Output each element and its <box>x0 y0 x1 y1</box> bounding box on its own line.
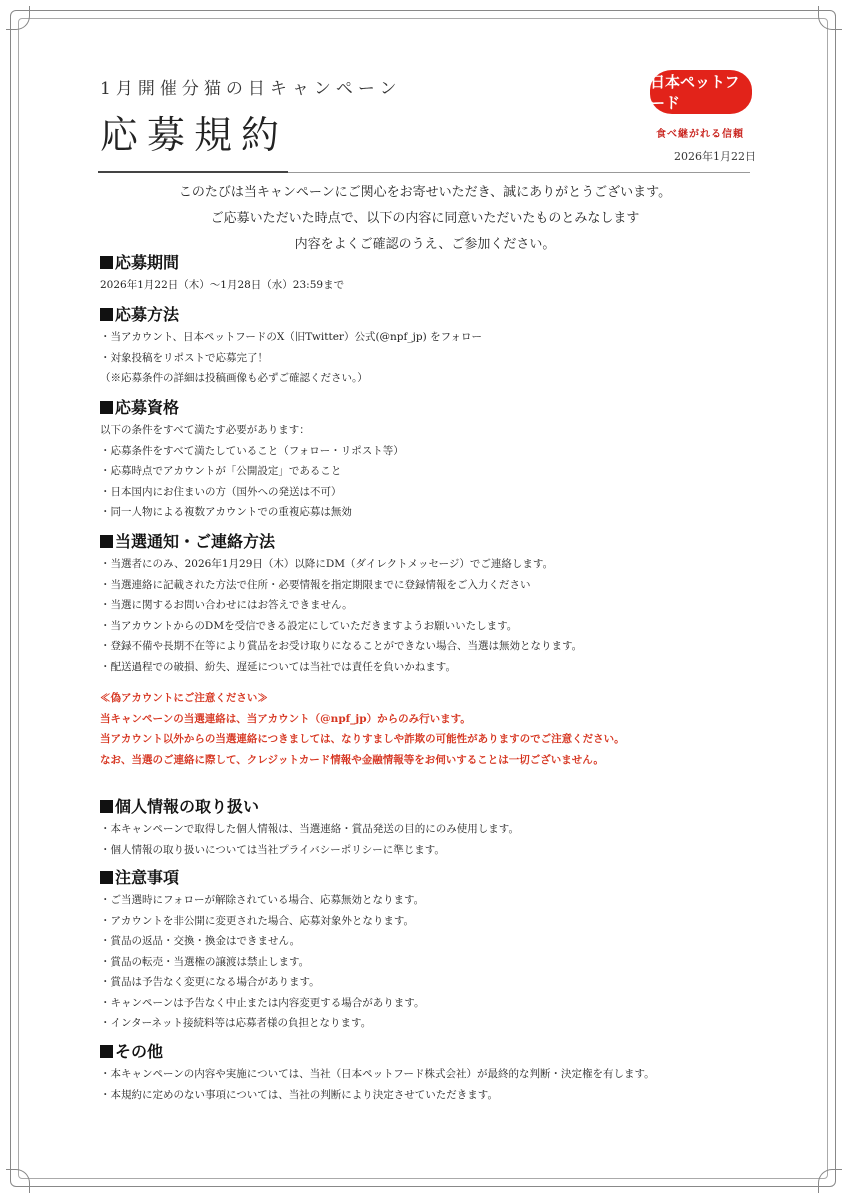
intro-line: このたびは当キャンペーンにご関心をお寄せいただき、誠にありがとうございます。 <box>178 185 672 200</box>
section-line: ・賞品は予告なく変更になる場合があります。 <box>100 976 320 988</box>
brand-logo-text: 日本ペットフード <box>650 73 740 112</box>
section-line: ・日本国内にお住まいの方（国外への発送は不可） <box>100 485 342 498</box>
section-eligibility <box>100 398 760 523</box>
section-heading: 注意事項 <box>100 868 760 888</box>
square-bullet-icon <box>100 535 113 548</box>
section-heading: 応募資格 <box>100 398 760 418</box>
section-line: ・本キャンペーンの内容や実施については、当社（日本ペットフード株式会社）が最終的な判断・決定権を有します。 <box>100 1068 655 1080</box>
square-bullet-icon <box>100 871 113 884</box>
section-heading: その他 <box>100 1042 760 1062</box>
section-line: ・当アカウント、日本ペットフードのX（旧Twitter）公式(@npf_jp) をフォロー <box>100 331 483 343</box>
warning-line: なお、当選のご連絡に際して、クレジットカード情報や金融情報等をお伺いすることは一切ございません。 <box>100 753 604 766</box>
document-date: 2026年1月22日 <box>674 150 756 163</box>
square-bullet-icon <box>100 800 113 813</box>
page-title: 応募規約 <box>100 113 289 157</box>
section-line: ・アカウントを非公開に変更された場合、応募対象外となります。 <box>100 914 415 927</box>
section-line: ・登録不備や長期不在等により賞品をお受け取りになることができない場合、当選は無効となります。 <box>100 640 583 652</box>
corner-ornament <box>818 1169 842 1193</box>
section-line: ・インターネット接続料等は応募者様の負担となります。 <box>100 1017 372 1029</box>
section-notice <box>100 532 760 677</box>
section-other <box>100 1042 760 1105</box>
section-line: ・ご当選時にフォローが解除されている場合、応募無効となります。 <box>100 894 425 906</box>
section-line: ・応募条件をすべて満たしていること（フォロー・リポスト等） <box>100 444 404 457</box>
section-method <box>100 305 760 389</box>
section-line: 以下の条件をすべて満たす必要があります： <box>100 424 310 436</box>
section-line: ・応募時点でアカウントが「公開設定」であること <box>100 465 342 477</box>
section-cautions <box>100 868 760 1034</box>
fake-account-warning <box>100 688 760 770</box>
section-line: ・当選者にのみ、2026年1月29日（木）以降にDM（ダイレクトメッセージ）でご連絡します。 <box>100 558 554 570</box>
section-line: （※応募条件の詳細は投稿画像も必ずご確認ください。） <box>100 372 368 384</box>
warning-line: 当アカウント以外からの当選連絡につきましては、なりすましや詐欺の可能性がありますのでご注意ください。 <box>100 733 625 745</box>
intro-text <box>100 180 750 258</box>
square-bullet-icon <box>100 401 113 414</box>
square-bullet-icon <box>100 256 113 269</box>
section-line: ・当選連絡に記載された方法で住所・必要情報を指定期限までに登録情報をご入力ください <box>100 578 531 591</box>
section-period <box>100 253 760 296</box>
section-heading: 当選通知・ご連絡方法 <box>100 532 760 552</box>
square-bullet-icon <box>100 308 113 321</box>
square-bullet-icon <box>100 1045 113 1058</box>
section-heading: 応募方法 <box>100 305 760 325</box>
section-line: ・本規約に定めのない事項については、当社の判断により決定させていただきます。 <box>100 1088 498 1101</box>
section-line: ・本キャンペーンで取得した個人情報は、当選連絡・賞品発送の目的にのみ使用します。 <box>100 823 519 835</box>
title-divider-accent <box>98 171 288 173</box>
section-line: 2026年1月22日（木）～1月28日（水）23:59まで <box>100 279 345 291</box>
warning-line: ≪偽アカウントにご注意ください≫ <box>100 692 268 704</box>
section-line: ・賞品の転売・当選権の譲渡は禁止します。 <box>100 955 310 968</box>
section-line: ・キャンペーンは予告なく中止または内容変更する場合があります。 <box>100 996 425 1009</box>
section-heading: 応募期間 <box>100 253 760 273</box>
intro-line: ご応募いただいた時点で、以下の内容に同意いただいたものとみなします <box>210 211 640 226</box>
brand-logo <box>650 70 752 114</box>
section-line: ・個人情報の取り扱いについては当社プライバシーポリシーに準じます。 <box>100 843 445 856</box>
section-line: ・当選に関するお問い合わせにはお答えできません。 <box>100 599 353 611</box>
section-line: ・同一人物による複数アカウントでの重複応募は無効 <box>100 506 352 518</box>
section-privacy <box>100 797 760 860</box>
campaign-subtitle: 1月開催分猫の日キャンペーン <box>100 79 402 99</box>
brand-tagline: 食べ継がれる信頼 <box>656 129 744 140</box>
section-line: ・配送過程での破損、紛失、遅延については当社では責任を負いかねます。 <box>100 660 456 673</box>
section-line: ・賞品の返品・交換・換金はできません。 <box>100 935 301 947</box>
section-heading: 個人情報の取り扱い <box>100 797 760 817</box>
section-line: ・当アカウントからのDMを受信できる設定にしていただきますようお願いいたします。 <box>100 619 518 632</box>
warning-line: 当キャンペーンの当選連絡は、当アカウント（@npf_jp）からのみ行います。 <box>100 712 471 725</box>
section-line: ・対象投稿をリポストで応募完了！ <box>100 351 268 364</box>
intro-line: 内容をよくご確認のうえ、ご参加ください。 <box>294 237 556 252</box>
